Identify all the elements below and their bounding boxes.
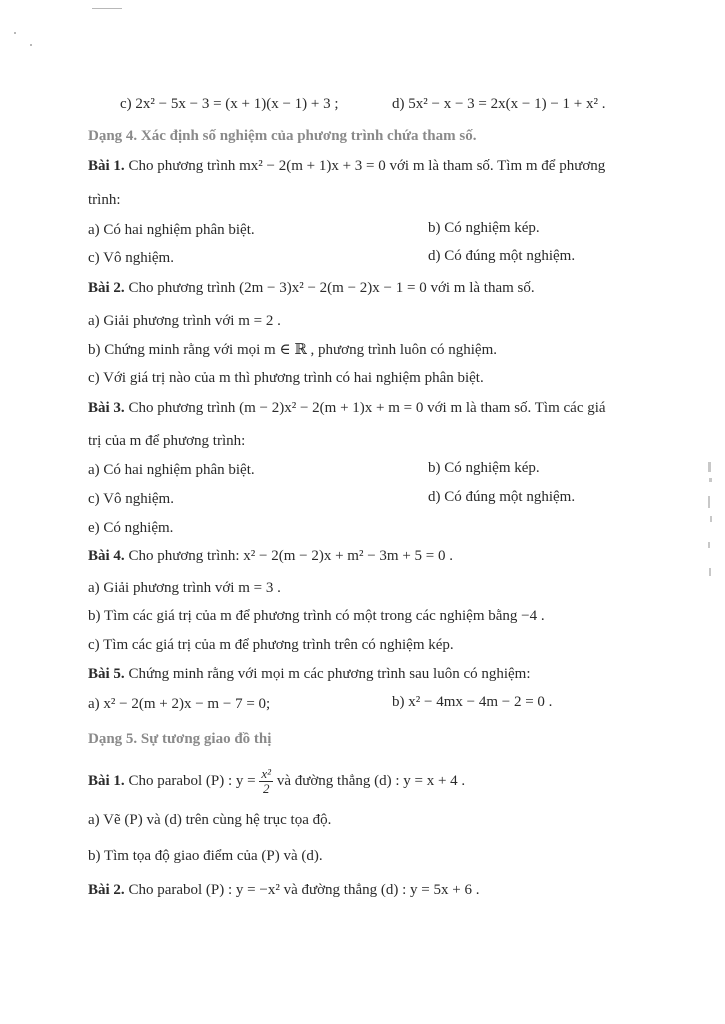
problem-label: Bài 1. bbox=[88, 158, 125, 174]
margin-mark bbox=[708, 496, 710, 508]
problem-text: Cho parabol (P) : y = −x² và đường thẳng (d) : y = 5x + 6 . bbox=[124, 882, 480, 898]
problem-3-continuation: trị của m để phương trình: bbox=[88, 433, 246, 449]
problem-label: Bài 3. bbox=[88, 400, 125, 416]
problem-3-item-b: b) Có nghiệm kép. bbox=[428, 460, 540, 476]
d5-problem-2-statement bbox=[88, 880, 479, 900]
problem-5-item-b: b) x² − 4mx − 4m − 2 = 0 . bbox=[392, 694, 553, 710]
problem-label: Bài 4. bbox=[88, 548, 125, 564]
problem-4-item-a: a) Giải phương trình với m = 3 . bbox=[88, 580, 281, 596]
problem-1-continuation: trình: bbox=[88, 192, 121, 208]
scan-speck bbox=[92, 8, 122, 9]
problem-text: Cho phương trình (m − 2)x² − 2(m + 1)x + m = 0 với m là tham số. Tìm các giá bbox=[124, 400, 606, 416]
problem-text: Cho phương trình: x² − 2(m − 2)x + m² − 3m + 5 = 0 . bbox=[124, 548, 453, 564]
d5-problem-1-item-a: a) Vẽ (P) và (d) trên cùng hệ trục tọa độ. bbox=[88, 812, 332, 828]
section-heading-dang-4: Dạng 4. Xác định số nghiệm của phương trình chứa tham số. bbox=[88, 128, 477, 144]
problem-3-statement bbox=[88, 398, 606, 418]
problem-3-item-e: e) Có nghiệm. bbox=[88, 520, 174, 536]
problem-1-statement bbox=[88, 156, 605, 176]
problem-1-item-a: a) Có hai nghiệm phân biệt. bbox=[88, 222, 255, 238]
problem-1-item-c: c) Vô nghiệm. bbox=[88, 250, 174, 266]
margin-mark bbox=[710, 516, 712, 522]
problem-5-statement bbox=[88, 664, 531, 684]
d5-problem-1-item-b: b) Tìm tọa độ giao điểm của (P) và (d). bbox=[88, 848, 323, 864]
scan-speck bbox=[14, 32, 16, 34]
margin-mark bbox=[708, 542, 710, 548]
fraction-numerator: x² bbox=[261, 766, 272, 782]
problem-2-item-c: c) Với giá trị nào của m thì phương trình có hai nghiệm phân biệt. bbox=[88, 370, 484, 386]
margin-mark bbox=[709, 478, 712, 482]
fraction-denominator: 2 bbox=[262, 781, 270, 797]
section-heading-dang-5: Dạng 5. Sự tương giao đồ thị bbox=[88, 731, 272, 747]
exercise-item-c: c) 2x² − 5x − 3 = (x + 1)(x − 1) + 3 ; bbox=[120, 96, 339, 112]
exercise-item-d: d) 5x² − x − 3 = 2x(x − 1) − 1 + x² . bbox=[392, 96, 606, 112]
problem-label: Bài 2. bbox=[88, 882, 125, 898]
problem-3-item-d: d) Có đúng một nghiệm. bbox=[428, 489, 576, 505]
problem-4-item-c: c) Tìm các giá trị của m để phương trình trên có nghiệm kép. bbox=[88, 637, 454, 653]
scan-speck bbox=[30, 44, 32, 46]
problem-text: Cho phương trình mx² − 2(m + 1)x + 3 = 0 với m là tham số. Tìm m để phương bbox=[124, 158, 606, 174]
problem-1-item-b: b) Có nghiệm kép. bbox=[428, 220, 540, 236]
margin-mark bbox=[708, 462, 711, 472]
fraction bbox=[259, 767, 273, 796]
problem-2-item-a: a) Giải phương trình với m = 2 . bbox=[88, 313, 281, 329]
problem-label: Bài 1. bbox=[88, 773, 125, 789]
problem-2-item-b: b) Chứng minh rằng với mọi m ∈ ℝ , phương trình luôn có nghiệm. bbox=[88, 342, 497, 358]
d5-problem-1-statement bbox=[88, 766, 465, 796]
problem-text-post: và đường thẳng (d) : y = x + 4 . bbox=[273, 773, 466, 789]
problem-2-statement bbox=[88, 278, 535, 298]
problem-3-item-a: a) Có hai nghiệm phân biệt. bbox=[88, 462, 255, 478]
problem-4-statement bbox=[88, 546, 453, 566]
problem-text: Cho phương trình (2m − 3)x² − 2(m − 2)x − 1 = 0 với m là tham số. bbox=[124, 280, 535, 296]
margin-mark bbox=[709, 568, 711, 576]
problem-1-item-d: d) Có đúng một nghiệm. bbox=[428, 248, 576, 264]
problem-label: Bài 5. bbox=[88, 666, 125, 682]
problem-4-item-b: b) Tìm các giá trị của m để phương trình có một trong các nghiệm bằng −4 . bbox=[88, 608, 545, 624]
problem-3-item-c: c) Vô nghiệm. bbox=[88, 491, 174, 507]
problem-text: Chứng minh rằng với mọi m các phương trình sau luôn có nghiệm: bbox=[124, 666, 531, 682]
problem-5-item-a: a) x² − 2(m + 2)x − m − 7 = 0; bbox=[88, 696, 271, 712]
problem-label: Bài 2. bbox=[88, 280, 125, 296]
problem-text-pre: Cho parabol (P) : y = bbox=[124, 773, 256, 789]
